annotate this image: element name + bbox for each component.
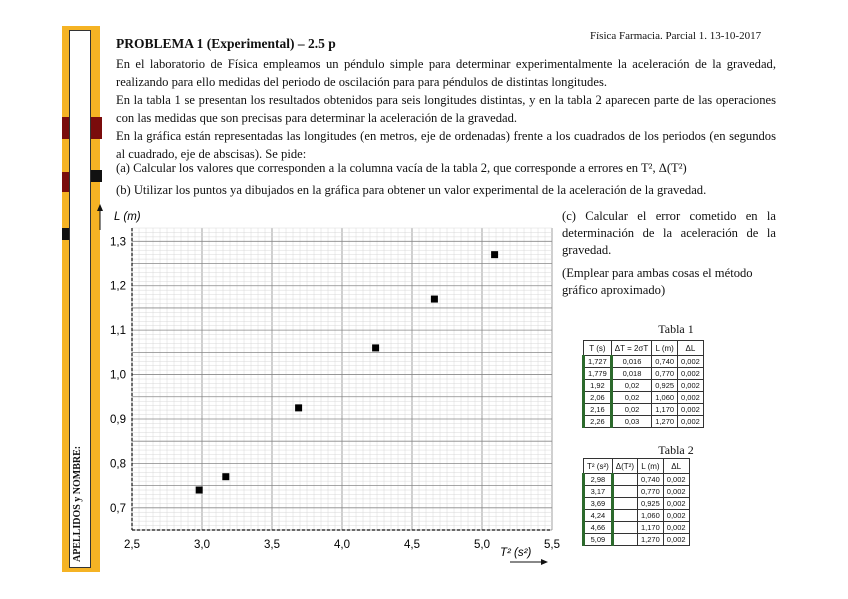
table-row bbox=[584, 486, 690, 498]
data-point bbox=[372, 344, 379, 351]
table-cell: 1,060 bbox=[652, 392, 678, 404]
data-point bbox=[222, 473, 229, 480]
method-note: (Emplear para ambas cosas el método gráfico aproximado) bbox=[562, 266, 753, 297]
table-cell: 2,98 bbox=[584, 474, 613, 486]
table-2 bbox=[582, 458, 690, 546]
table-cell[interactable] bbox=[612, 498, 637, 510]
table-cell: 0,002 bbox=[678, 404, 704, 416]
table1-header: T (s) bbox=[584, 341, 612, 356]
table2-header: Δ(T²) bbox=[612, 459, 637, 474]
table1-header: ΔT = 2σT bbox=[611, 341, 651, 356]
data-point bbox=[295, 404, 302, 411]
table-cell: 0,002 bbox=[678, 392, 704, 404]
table-cell: 2,16 bbox=[584, 404, 612, 416]
y-tick-label: 1,0 bbox=[110, 369, 126, 382]
problem-title: PROBLEMA 1 (Experimental) – 2.5 p bbox=[116, 36, 336, 51]
table-cell: 0,02 bbox=[611, 404, 651, 416]
y-arrow-head bbox=[97, 204, 103, 211]
table-cell: 2,06 bbox=[584, 392, 612, 404]
table-cell: 1,270 bbox=[652, 416, 678, 428]
y-tick-label: 0,7 bbox=[110, 502, 126, 515]
table-cell: 0,002 bbox=[678, 368, 704, 380]
x-tick-label: 5,0 bbox=[474, 539, 490, 551]
table-cell[interactable] bbox=[612, 534, 637, 546]
intro-paragraph: En la gráfica están representadas las longitudes (en metros, eje de ordenadas) frente a los cuadrados de los periodos (en segundos al cuadrado, eje de abscisas). Se pide: bbox=[116, 129, 776, 161]
table-cell: 0,925 bbox=[638, 498, 664, 510]
table-cell: 0,02 bbox=[611, 380, 651, 392]
table-cell: 0,740 bbox=[652, 356, 678, 368]
y-tick-label: 1,3 bbox=[110, 236, 126, 249]
question-a: (a) Calcular los valores que corresponden a la columna vacía de la tabla 2, que corresponde a errores en T², Δ(T²) bbox=[116, 161, 687, 175]
scatter-chart bbox=[92, 200, 562, 590]
intro-paragraph: En el laboratorio de Física empleamos un péndulo simple para determinar experimentalmente la aceleración de la gravedad, realizando para ello medidas del periodo de oscilación para para péndulos de distintas longitudes. bbox=[116, 57, 776, 89]
table-row bbox=[584, 498, 690, 510]
table2-caption: Tabla 2 bbox=[658, 443, 694, 457]
table-cell: 1,170 bbox=[652, 404, 678, 416]
table-cell: 0,002 bbox=[663, 534, 689, 546]
table1-header: L (m) bbox=[652, 341, 678, 356]
x-tick-label: 5,5 bbox=[544, 539, 560, 551]
table-row bbox=[584, 522, 690, 534]
data-point bbox=[196, 487, 203, 494]
x-tick-label: 3,0 bbox=[194, 539, 210, 551]
table-cell[interactable] bbox=[612, 510, 637, 522]
table-cell: 0,770 bbox=[652, 368, 678, 380]
x-axis-label: T² (s²) bbox=[500, 547, 532, 559]
table-cell: 0,002 bbox=[663, 498, 689, 510]
table-row bbox=[584, 534, 690, 546]
table-cell: 0,002 bbox=[663, 474, 689, 486]
table-row bbox=[584, 416, 704, 428]
table-row bbox=[584, 356, 704, 368]
table-row bbox=[584, 392, 704, 404]
table-row bbox=[584, 474, 690, 486]
course-header: Física Farmacia. Parcial 1. 13-10-2017 bbox=[590, 30, 762, 42]
table-row bbox=[584, 404, 704, 416]
table-cell: 0,002 bbox=[663, 510, 689, 522]
y-tick-label: 0,8 bbox=[110, 458, 126, 471]
table-cell: 0,002 bbox=[678, 356, 704, 368]
table2-header: T² (s²) bbox=[584, 459, 613, 474]
x-tick-label: 4,0 bbox=[334, 539, 350, 551]
table-cell: 1,779 bbox=[584, 368, 612, 380]
table-cell: 3,69 bbox=[584, 498, 613, 510]
table-cell: 0,002 bbox=[678, 380, 704, 392]
table-cell: 0,002 bbox=[663, 486, 689, 498]
table1-header: ΔL bbox=[678, 341, 704, 356]
table-row bbox=[584, 380, 704, 392]
y-tick-label: 1,1 bbox=[110, 325, 126, 338]
table1-caption: Tabla 1 bbox=[658, 322, 694, 336]
x-tick-label: 2,5 bbox=[124, 539, 140, 551]
table-cell: 1,92 bbox=[584, 380, 612, 392]
intro-paragraph: En la tabla 1 se presentan los resultados obtenidos para seis longitudes distintas, y en la tabla 2 aparecen parte de las operaciones con las medidas que son precisas para determinar la aceleración de la gravedad. bbox=[116, 93, 776, 125]
problem-statement bbox=[116, 55, 776, 163]
table-cell[interactable] bbox=[612, 474, 637, 486]
table-cell: 1,727 bbox=[584, 356, 612, 368]
table-cell: 0,770 bbox=[638, 486, 664, 498]
table-cell[interactable] bbox=[612, 486, 637, 498]
table-cell: 4,24 bbox=[584, 510, 613, 522]
y-tick-label: 1,2 bbox=[110, 280, 126, 293]
data-point bbox=[491, 251, 498, 258]
table-cell: 0,018 bbox=[611, 368, 651, 380]
x-tick-label: 4,5 bbox=[404, 539, 420, 551]
table-1 bbox=[582, 340, 704, 428]
table-cell: 2,26 bbox=[584, 416, 612, 428]
data-point bbox=[431, 296, 438, 303]
table-cell: 0,002 bbox=[663, 522, 689, 534]
table-cell: 3,17 bbox=[584, 486, 613, 498]
table2-header: L (m) bbox=[638, 459, 664, 474]
table-row bbox=[584, 510, 690, 522]
x-arrow-head bbox=[541, 559, 548, 565]
table-cell: 4,66 bbox=[584, 522, 613, 534]
table-cell: 5,09 bbox=[584, 534, 613, 546]
table-cell: 0,016 bbox=[611, 356, 651, 368]
table-cell: 0,925 bbox=[652, 380, 678, 392]
table-cell: 1,270 bbox=[638, 534, 664, 546]
table-cell: 0,002 bbox=[678, 416, 704, 428]
y-axis-label: L (m) bbox=[114, 211, 141, 223]
table2-header: ΔL bbox=[663, 459, 689, 474]
question-b: (b) Utilizar los puntos ya dibujados en la gráfica para obtener un valor experimental de la aceleración de la gravedad. bbox=[116, 183, 707, 197]
table-cell: 1,060 bbox=[638, 510, 664, 522]
x-tick-label: 3,5 bbox=[264, 539, 280, 551]
table-cell: 0,03 bbox=[611, 416, 651, 428]
table-cell[interactable] bbox=[612, 522, 637, 534]
y-tick-label: 0,9 bbox=[110, 413, 126, 426]
table-cell: 0,02 bbox=[611, 392, 651, 404]
name-field-label: APELLIDOS y NOMBRE: bbox=[72, 445, 83, 562]
question-c: (c) Calcular el error cometido en la determinación de la aceleración de la gravedad. bbox=[562, 209, 776, 257]
table-cell: 1,170 bbox=[638, 522, 664, 534]
table-row bbox=[584, 368, 704, 380]
table-cell: 0,740 bbox=[638, 474, 664, 486]
